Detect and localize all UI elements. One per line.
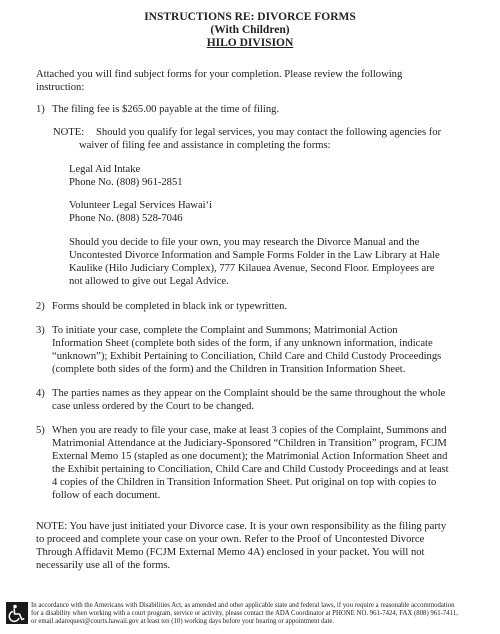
self-file-line: Should you decide to file your own, you may research the Divorce Manual and the <box>69 237 420 248</box>
item-1-number: 1) <box>36 104 45 115</box>
item-4-number: 4) <box>36 388 45 399</box>
note-line-1: Should you qualify for legal services, you may contact the following agencies for <box>96 127 442 138</box>
item-5-line: the Exhibit pertaining to Conciliation, Child Care and Child Custody Proceedings and at least <box>52 464 449 475</box>
item-3-line: To initiate your case, complete the Complaint and Summons; Matrimonial Action <box>52 325 398 336</box>
self-file-line: Kaulike (Hilo Judiciary Complex), 777 Kilauea Avenue, Second Floor. Employees are <box>69 263 435 274</box>
item-3-line: “unknown”); Exhibit Pertaining to Conciliation, Child Care and Child Custody Proceedings <box>52 351 442 362</box>
item-2-text: Forms should be completed in black ink or typewritten. <box>52 301 288 312</box>
intro-line-1: Attached you will find subject forms for your completion. Please review the following <box>36 69 403 80</box>
ada-notice-line: or email adarequest@courts.hawaii.gov at least ten (10) working days before your hearing or appointment date. <box>31 618 335 625</box>
final-note-line: necessarily use all of the forms. <box>36 560 171 571</box>
item-3-line: (complete both sides of the form) and the Children in Transition Information Sheet. <box>52 364 406 375</box>
final-note-line: NOTE: You have just initiated your Divorce case. It is your own responsibility as the filing party <box>36 521 447 532</box>
note-label: NOTE: <box>53 127 85 138</box>
intro-line-2: instruction: <box>36 82 85 93</box>
item-5-line: follow of each document. <box>52 490 161 501</box>
item-1-text: The filing fee is $265.00 payable at the time of filing. <box>52 104 280 115</box>
wheelchair-accessibility-icon <box>6 602 28 624</box>
item-4-line: case unless ordered by the Court to be changed. <box>52 401 255 412</box>
item-4-line: The parties names as they appear on the Complaint should be the same throughout the whole <box>52 388 446 399</box>
item-5-line: Matrimonial Attendance at the Judiciary-Sponsored “Children in Transition” program, FCJM <box>52 438 447 449</box>
agency-name: Legal Aid Intake <box>69 164 141 175</box>
document-subtitle: (With Children) <box>210 24 290 36</box>
item-5-number: 5) <box>36 425 45 436</box>
item-5-line: When you are ready to file your case, make at least 3 copies of the Complaint, Summons and <box>52 425 447 436</box>
item-3-number: 3) <box>36 325 45 336</box>
self-file-line: not allowed to give out Legal Advice. <box>69 276 229 287</box>
self-file-line: Uncontested Divorce Information and Sample Forms Folder in the Law Library at Hale <box>69 250 440 261</box>
agency-phone: Phone No. (808) 961-2851 <box>69 177 183 188</box>
ada-notice-line: In accordance with the Americans with Disabilities Act, as amended and other applicable state and federal laws, if you require a reasonable accommodation <box>31 602 455 609</box>
document-title: INSTRUCTIONS RE: DIVORCE FORMS <box>144 11 356 23</box>
note-line-2: waiver of filing fee and assistance in completing the forms: <box>79 140 331 151</box>
agency-phone: Phone No. (808) 528-7046 <box>69 213 183 224</box>
division-heading: HILO DIVISION <box>206 37 294 49</box>
item-2-number: 2) <box>36 301 45 312</box>
ada-notice-line: for a disability when working with a court program, service or activity, please contact the ADA Coordinator at PHONE NO. 961-7424, FAX (808) 961-7411, <box>31 610 458 617</box>
item-3-line: Information Sheet (complete both sides of the form, if any unknown information, indicate <box>52 338 433 349</box>
final-note-line: Through Affidavit Memo (FCJM External Memo 4A) enclosed in your packet. You will not <box>36 547 425 558</box>
item-5-line: 4 copies of the Children in Transition Information Sheet. Put original on top with copies to <box>52 477 437 488</box>
final-note-line: to proceed and complete your case on your own. Refer to the Proof of Uncontested Divorce <box>36 534 425 545</box>
item-5-line: External Memo 15 (stapled as one document); the Matrimonial Action Information Sheet and <box>52 451 448 462</box>
agency-name: Volunteer Legal Services Hawai‘i <box>69 200 213 211</box>
